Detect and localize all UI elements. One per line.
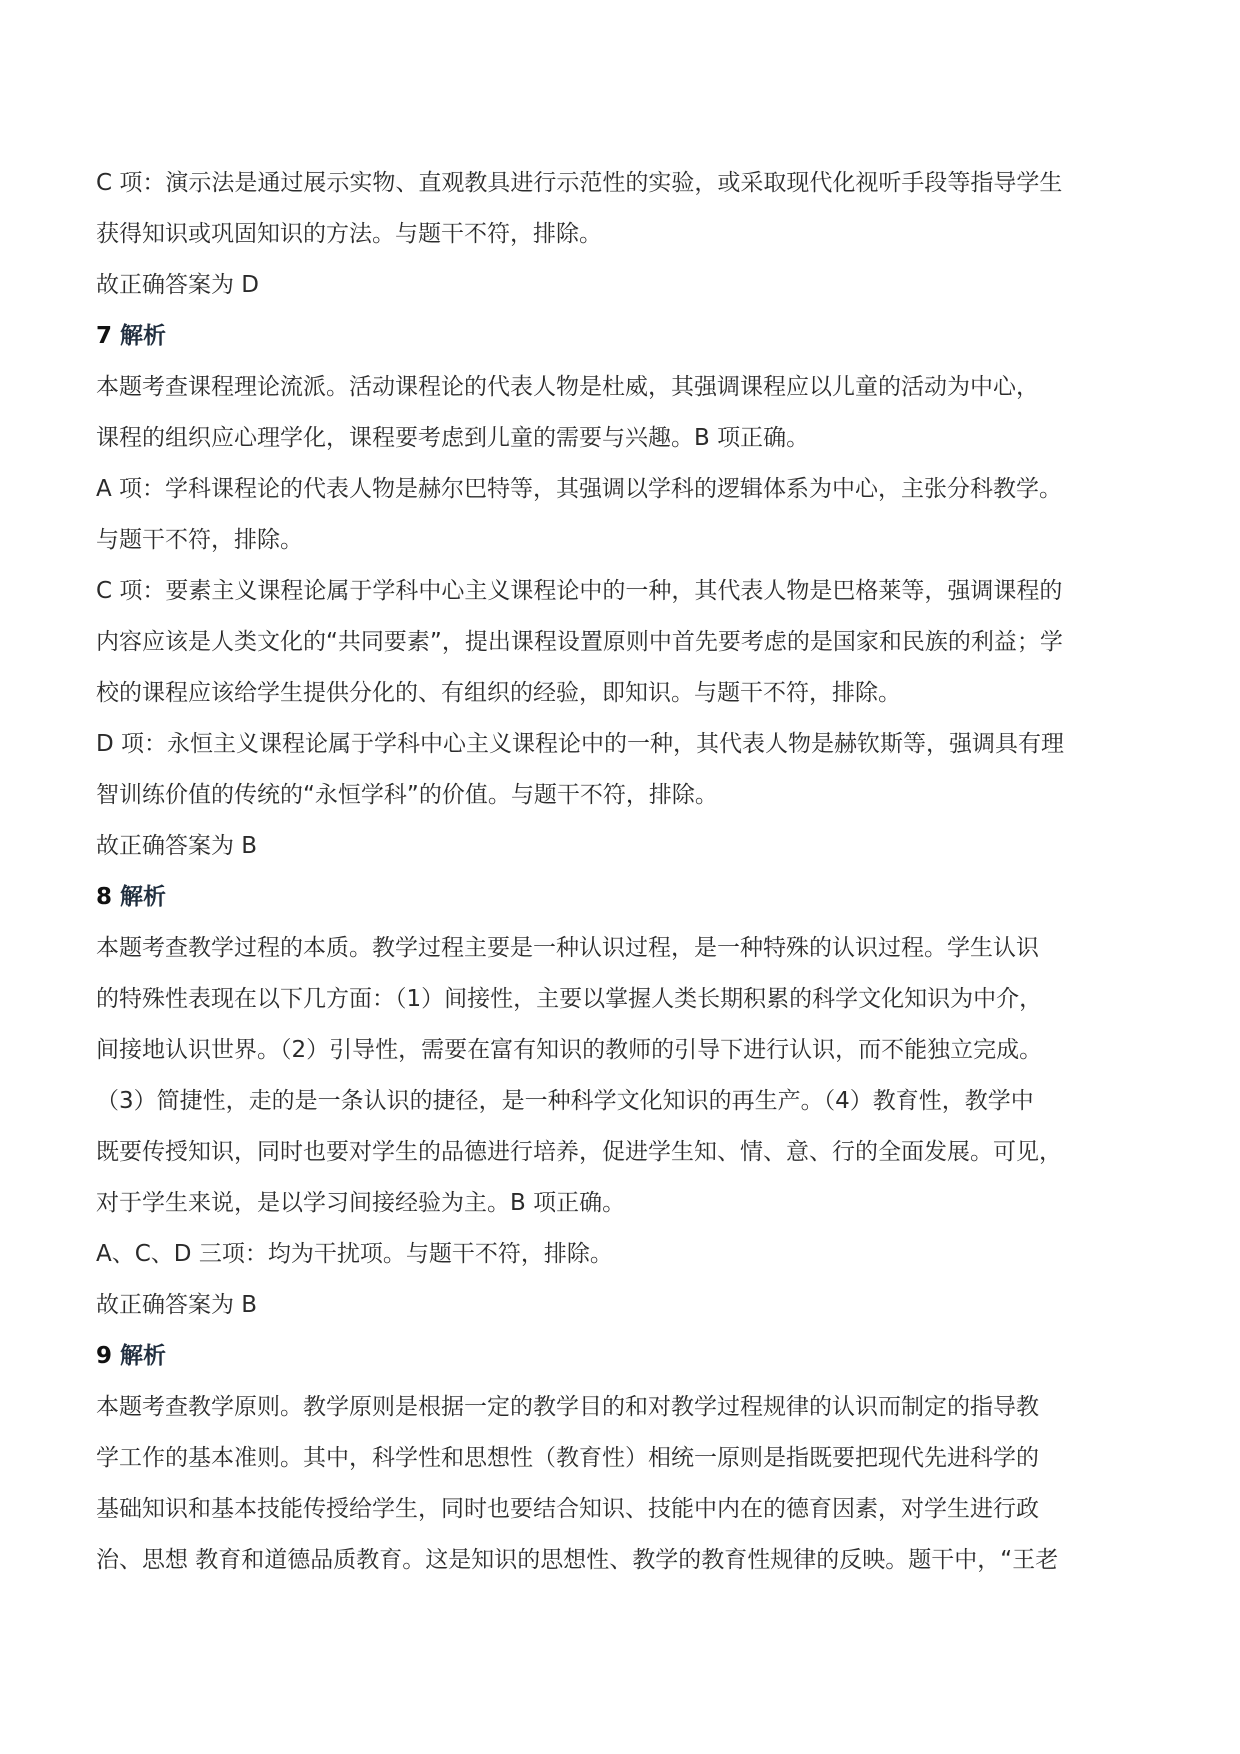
answer-line: 故正确答案为 D (96, 272, 260, 298)
text-line: C 项：要素主义课程论属于学科中心主义课程论中的一种，其代表人物是巴格莱等，强调课程的 (96, 578, 1063, 604)
text-line: 内容应该是人类文化的“共同要素”，提出课程设置原则中首先要考虑的是国家和民族的利益；学 (96, 629, 1063, 655)
section-heading-7 (96, 311, 1156, 362)
heading-label: 解析 (120, 884, 167, 910)
text-line: A、C、D 三项：均为干扰项。与题干不符，排除。 (96, 1241, 613, 1267)
heading-number: 9 (96, 1343, 113, 1369)
section-heading-9 (96, 1331, 1156, 1382)
text-line: 对于学生来说，是以学习间接经验为主。B 项正确。 (96, 1190, 626, 1216)
text-line: 本题考查课程理论流派。活动课程论的代表人物是杜威，其强调课程应以儿童的活动为中心， (96, 374, 1039, 400)
text-line: 基础知识和基本技能传授给学生，同时也要结合知识、技能中内在的德育因素，对学生进行政 (96, 1496, 1039, 1522)
text-line: 课程的组织应心理学化，课程要考虑到儿童的需要与兴趣。B 项正确。 (96, 425, 810, 451)
text-line: 治、思想 教育和道德品质教育。这是知识的思想性、教学的教育性规律的反映。题干中，“王老 (96, 1547, 1059, 1573)
heading-number: 7 (96, 323, 113, 349)
text-line: 间接地认识世界。（2）引导性，需要在富有知识的教师的引导下进行认识，而不能独立完成。 (96, 1037, 1043, 1063)
document-page (96, 158, 1156, 1586)
text-line: 学工作的基本准则。其中，科学性和思想性（教育性）相统一原则是指既要把现代先进科学的 (96, 1445, 1039, 1471)
text-line: 的特殊性表现在以下几方面：（1）间接性，主要以掌握人类长期积累的科学文化知识为中介， (96, 986, 1043, 1012)
heading-number: 8 (96, 884, 113, 910)
text-line: 与题干不符，排除。 (96, 527, 303, 553)
text-line: 获得知识或巩固知识的方法。与题干不符，排除。 (96, 221, 602, 247)
text-line: 智训练价值的传统的“永恒学科”的价值。与题干不符，排除。 (96, 782, 718, 808)
answer-line: 故正确答案为 B (96, 1292, 258, 1318)
text-line: 本题考查教学原则。教学原则是根据一定的教学目的和对教学过程规律的认识而制定的指导教 (96, 1394, 1039, 1420)
section-heading-8 (96, 872, 1156, 923)
heading-label: 解析 (120, 323, 167, 349)
heading-label: 解析 (120, 1343, 167, 1369)
text-line: D 项：永恒主义课程论属于学科中心主义课程论中的一种，其代表人物是赫钦斯等，强调具有理 (96, 731, 1065, 757)
text-line: C 项：演示法是通过展示实物、直观教具进行示范性的实验，或采取现代化视听手段等指导学生 (96, 170, 1063, 196)
text-line: （3）简捷性，走的是一条认识的捷径，是一种科学文化知识的再生产。（4）教育性，教学中 (96, 1088, 1034, 1114)
text-line: 本题考查教学过程的本质。教学过程主要是一种认识过程，是一种特殊的认识过程。学生认识 (96, 935, 1039, 961)
answer-line: 故正确答案为 B (96, 833, 258, 859)
text-line: 校的课程应该给学生提供分化的、有组织的经验，即知识。与题干不符，排除。 (96, 680, 901, 706)
text-line: 既要传授知识，同时也要对学生的品德进行培养，促进学生知、情、意、行的全面发展。可见， (96, 1139, 1062, 1165)
text-line: A 项：学科课程论的代表人物是赫尔巴特等，其强调以学科的逻辑体系为中心，主张分科教学。 (96, 476, 1063, 502)
